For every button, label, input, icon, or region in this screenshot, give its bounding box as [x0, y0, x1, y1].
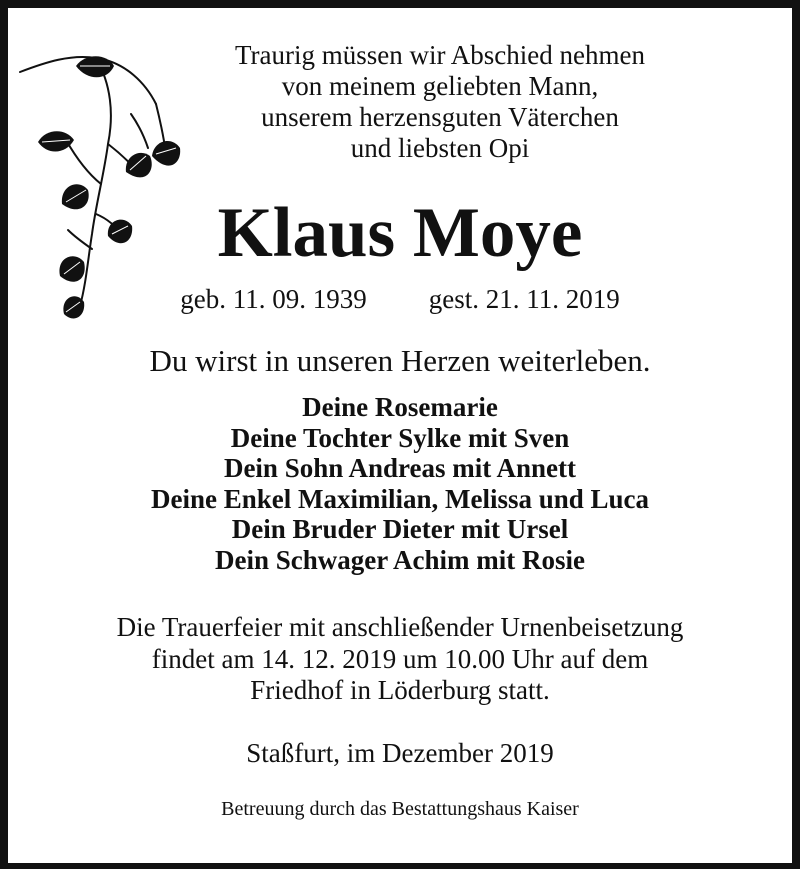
mourner-line: Deine Tochter Sylke mit Sven	[230, 422, 570, 453]
mourner-line: Deine Rosemarie	[302, 392, 498, 422]
birth-date: geb. 11. 09. 1939	[180, 284, 367, 314]
life-dates	[0, 283, 800, 315]
ceremony-line: findet am 14. 12. 2019 um 10.00 Uhr auf dem	[151, 643, 649, 674]
intro-line: unserem herzensguten Väterchen	[261, 102, 619, 132]
mourner-line: Dein Sohn Andreas mit Annett	[223, 453, 577, 483]
ceremony-line: Friedhof in Löderburg statt.	[250, 675, 550, 705]
mourner-line: Dein Bruder Dieter mit Ursel	[231, 514, 569, 544]
death-date: gest. 21. 11. 2019	[428, 284, 620, 314]
deceased-name: Klaus Moye	[217, 194, 583, 272]
mourners-list	[0, 392, 800, 575]
intro-line: von meinem geliebten Mann,	[281, 71, 599, 101]
intro-text	[60, 40, 800, 164]
ceremony-info	[0, 612, 800, 707]
motto: Du wirst in unseren Herzen weiterleben.	[149, 343, 651, 378]
funeral-home: Betreuung durch das Bestattungshaus Kaiser	[221, 798, 579, 820]
place-date: Staßfurt, im Dezember 2019	[246, 738, 554, 768]
intro-line: Traurig müssen wir Abschied nehmen	[235, 40, 645, 70]
intro-line: und liebsten Opi	[350, 133, 530, 163]
mourner-line: Deine Enkel Maximilian, Melissa und Luca	[150, 483, 650, 514]
ceremony-line: Die Trauerfeier mit anschließender Urnenbeisetzung	[116, 612, 684, 642]
mourner-line: Dein Schwager Achim mit Rosie	[215, 544, 585, 575]
